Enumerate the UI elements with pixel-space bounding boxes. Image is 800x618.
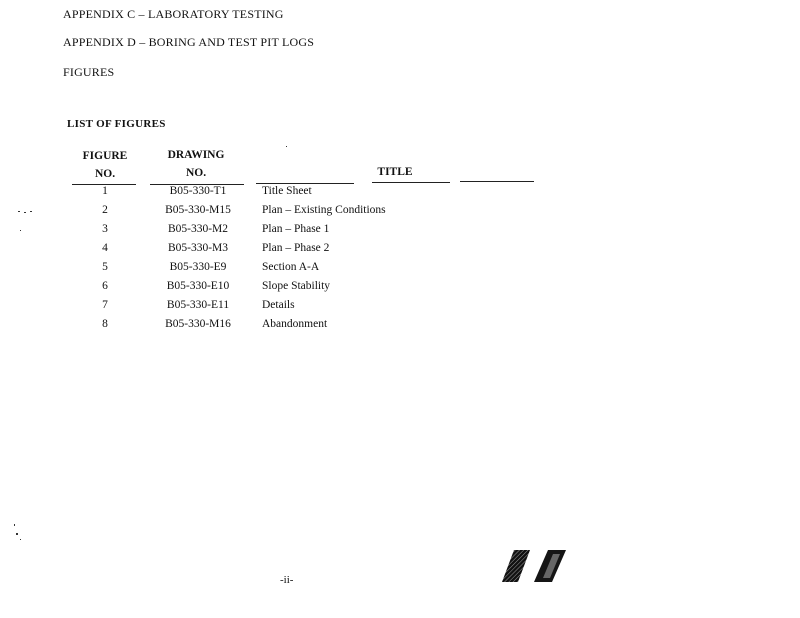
company-logo-icon: [500, 548, 574, 584]
title-header-rule-a: [256, 183, 354, 184]
appendix-d-line: APPENDIX D – BORING AND TEST PIT LOGS: [63, 35, 315, 49]
scan-speck: [24, 212, 26, 213]
drawing-number: B05-330-E9: [169, 261, 227, 273]
drawing-number: B05-330-E11: [166, 299, 230, 311]
figure-number: 8: [102, 318, 108, 330]
appendix-c-line: APPENDIX C – LABORATORY TESTING: [63, 7, 284, 21]
figure-number: 3: [102, 223, 108, 235]
scan-speck: [20, 539, 21, 540]
figure-title: Plan – Phase 2: [262, 242, 330, 254]
drawing-number: B05-330-T1: [169, 185, 227, 197]
drawing-no-header-line2: NO.: [185, 167, 207, 179]
title-header: TITLE: [377, 166, 413, 178]
scan-speck: [20, 230, 21, 231]
scan-speck: [16, 533, 18, 535]
figure-number: 5: [102, 261, 108, 273]
figure-title: Section A-A: [262, 261, 320, 273]
drawing-no-header: [160, 146, 232, 182]
figure-number: 1: [102, 185, 108, 197]
scan-speck: [18, 211, 20, 212]
drawing-no-header-line1: DRAWING: [167, 149, 225, 161]
figure-title: Slope Stability: [262, 280, 331, 292]
logo-left-bar: [502, 550, 530, 582]
figure-no-header-line1: FIGURE: [82, 150, 128, 162]
figure-number: 2: [102, 204, 108, 216]
drawing-number: B05-330-M2: [167, 223, 229, 235]
title-header-rule-b: [372, 182, 450, 183]
figure-no-header: [78, 147, 132, 183]
scan-speck: [286, 146, 287, 147]
figure-title: Plan – Existing Conditions: [262, 204, 386, 216]
figure-title: Details: [262, 299, 295, 311]
figure-no-header-line2: NO.: [94, 168, 116, 180]
figure-number: 4: [102, 242, 108, 254]
drawing-number: B05-330-M16: [165, 318, 231, 330]
scan-speck: [14, 524, 15, 526]
scan-speck: [30, 211, 32, 212]
figure-title: Title Sheet: [262, 185, 312, 197]
page-number: -ii-: [280, 574, 294, 586]
figure-number: 6: [102, 280, 108, 292]
drawing-number: B05-330-M15: [165, 204, 231, 216]
figure-number: 7: [102, 299, 108, 311]
list-of-figures-heading: LIST OF FIGURES: [67, 118, 166, 130]
figure-title: Abandonment: [262, 318, 328, 330]
drawing-number: B05-330-M3: [167, 242, 229, 254]
figure-title: Plan – Phase 1: [262, 223, 330, 235]
title-header-rule-c: [460, 181, 534, 182]
figures-line: FIGURES: [63, 65, 115, 79]
drawing-number: B05-330-E10: [166, 280, 230, 292]
